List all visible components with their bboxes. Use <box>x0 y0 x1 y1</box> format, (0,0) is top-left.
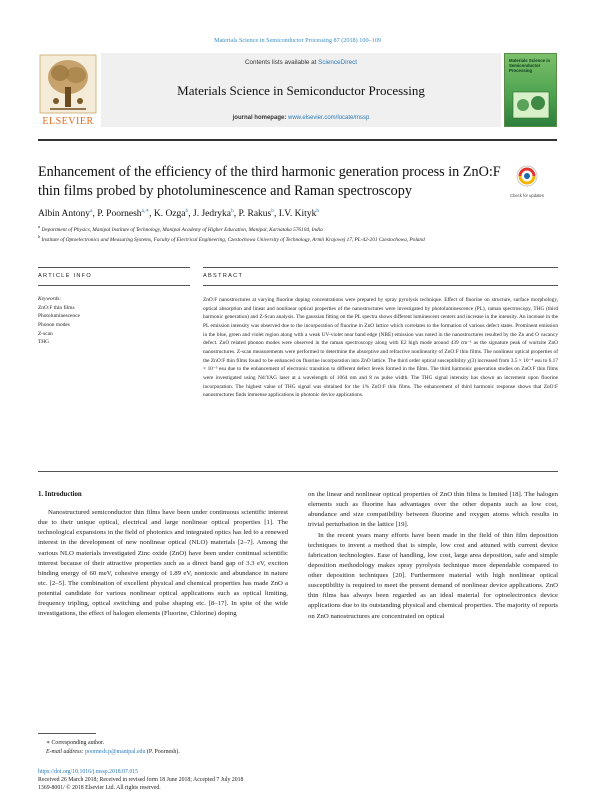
check-updates-label: Check for updates <box>510 193 544 198</box>
article-info-heading: ARTICLE INFO <box>38 273 93 279</box>
publisher-name: ELSEVIER <box>42 116 94 127</box>
keyword: Z-scan <box>38 330 53 337</box>
cover-graphic-icon <box>511 90 551 120</box>
contents-prefix: Contents lists available at <box>244 59 319 66</box>
affiliation: $^a$ Department of Physics, Manipal Institute of Technology, Manipal Academy of Higher Education, Manipal, Karnataka 576104, India <box>38 224 323 233</box>
author[interactable]: P. Poornesh$^{a,∗}$ <box>97 208 150 220</box>
paragraph: on the linear and nonlinear optical properties of ZnO thin films is limited [18]. The halogen elements such as fluorine has advantages over the other dopants such as low cost, abundance and size compatibility between fluorine and oxygen atoms which results in trivial perturbation in the lattice [19]. <box>308 491 558 529</box>
sciencedirect-link[interactable]: ScienceDirect <box>318 59 357 66</box>
keywords-label: Keywords: <box>38 296 62 302</box>
homepage-label: journal homepage: <box>232 115 288 121</box>
author[interactable]: P. Rakus$^b$ <box>238 208 274 220</box>
abstract-heading: ABSTRACT <box>203 273 244 279</box>
email-note <box>38 748 338 757</box>
email-suffix: (P. Poornesh). <box>145 748 180 755</box>
body-column-right <box>308 490 558 622</box>
paragraph: In the recent years many efforts have been made in the field of thin film deposition techniques to invent a method that is simple, low cost and attuned with current device fabrication technologies. Ease of handling, low cost, large area deposition, safe and simple deposition methodology makes spray pyrolysis technique more dependable compared to other deposition techniques [20]. Furthermore material with high nonlinear optical susceptibility is required to meet the present demand of nonlinear device applications. ZnO thin films has always been regarded as an ideal material for optoelectronics device applications due to its outstanding physical and chemical properties. The majority of reports on ZnO nanostructures are concentrated on optical <box>308 531 558 620</box>
received-dates: Received 26 March 2018; Received in revised form 18 June 2018; Accepted 7 July 2018 <box>38 777 244 783</box>
keyword: Phonon modes <box>38 321 70 328</box>
journal-header <box>38 53 557 141</box>
homepage-link[interactable]: www.elsevier.com/locate/mssp <box>287 115 370 121</box>
paragraph: Nanostructured semiconductor thin films have been under continuous scientific interest due to their unique optical, electrical and large nonlinear optical properties [1]. The technological expansions in the field of photonics and integrated optics has led to a renewed interest in the development of new nonlinear optical (NLO) materials [2–7]. Among the various NLO materials investigated Zinc oxide (ZnO) have been under continual scientific interest because of their attractive properties such as a direct band gap of 3.3 eV, exciton binding energy of 60 meV, cohesive energy of 1.89 eV, nontoxic and abundance in nature etc. [2–5]. The combination of excellent physical and chemical properties has made ZnO a potential candidate for various nonlinear optical applications such as optical limiting, frequency tripling, optical switching and pulse shaping etc. [8–17]. In spite of the wide investigations, the effect of halogen elements (Fluorine, Chlorine) doping <box>38 509 288 618</box>
corresponding-author-note: ∗ Corresponding author. <box>46 740 105 746</box>
email-link[interactable]: poornesh.p@manipal.edu <box>85 748 146 755</box>
abstract-text: ZnO:F nanostructures at varying fluorine doping concentrations were prepared by spray pyrolysis technique. Effect of fluorine on structure, surface morphology, optical absorption and linear and nonlinear optical properties of the nanostructures were investigated by photoluminescence (PL), raman spectroscopy, THG (third harmonic generation) and Z-Scan analysis. The gaussian fitting on the PL spectra shows different luminescent centers and increase in the intensity. An increase in the PL emission intensity was observed due to the incorporation of fluorine in ZnO lattice which correlates to the formation of various defect states. Prominent emission in the blue, green and violet region along with a weak UV-violet near band edge (NBE) emission was noted in the nanostructures resulted by the Zn and O vacancy defect. ZnO related phonon modes were observed in the raman spectroscopy along with E2 high mode around 439 cm⁻¹ as the signature peak of wurtzite ZnO nanostructures. Z-scan measurements were performed to determine the absorptive and refractive nonlinearity of ZnO:F thin films. The nonlinear optical properties of the ZnO:F thin films found to be enhanced on fluorine incorporation into ZnO lattice. The third order optical susceptibility χ(3) increased from 3.5 × 10⁻⁴ esu to 6.17 × 10⁻³ esu due to the enhancement of electronic transition to different defect levels formed in the films. The third harmonic generation studies on ZnO:F thin films were investigated using Nd:YAG laser at a wavelength of 1064 nm and 8 ns pulse width. The THG signal intensity has shown an increment upon fluorine incorporation. The highest value of THG signal was obtained for the 1% ZnO:F thin films. The enhancement of third harmonic response shows that ZnO:F nanostructures finds immense applications in photonic device applications. <box>203 297 558 399</box>
paper-title: Enhancement of the efficiency of the third harmonic generation process in ZnO:F thin films probed by photoluminescence and Raman spectroscopy <box>38 164 501 200</box>
author[interactable]: J. Jedryka$^b$ <box>193 208 234 220</box>
journal-cover-image[interactable] <box>504 53 557 127</box>
divider <box>38 471 558 472</box>
footnote-divider <box>38 733 96 734</box>
body-column-left <box>38 508 288 619</box>
keyword: Photoluminescence <box>38 313 80 320</box>
journal-banner <box>101 53 501 127</box>
author-list: Albin Antony$^a$, P. Poornesh$^{a,∗}$, K. Ozga$^b$, J. Jedryka$^b$, P. Rakus$^b$, I.V. Kityk$^b$ <box>38 208 320 220</box>
footnotes <box>38 739 338 757</box>
elsevier-tree-icon <box>38 53 98 115</box>
journal-reference[interactable]: Materials Science in Semiconductor Processing 87 (2018) 100–109 <box>214 37 381 44</box>
keyword: THG <box>38 339 50 346</box>
author[interactable]: I.V. Kityk$^b$ <box>278 208 320 220</box>
affiliation: $^b$ Institute of Optoelectronics and Measuring Systems, Faculty of Electrical Engineering, Czestochowa University of Technology, Armii Krajowej 17, PL-42-201 Czestochowa, Poland <box>38 234 425 244</box>
homepage-line <box>101 115 501 121</box>
author[interactable]: K. Ozga$^b$ <box>153 208 189 220</box>
journal-title: Materials Science in Semiconductor Processing <box>177 83 425 98</box>
doi-link[interactable]: https://doi.org/10.1016/j.mssp.2018.07.015 <box>38 769 139 775</box>
check-updates-icon <box>499 164 555 188</box>
keywords-block <box>38 295 178 347</box>
check-for-updates-badge[interactable] <box>499 164 555 202</box>
divider <box>38 285 190 286</box>
elsevier-logo[interactable] <box>38 53 98 127</box>
email-label: E-mail address: <box>46 748 86 755</box>
divider <box>38 267 190 268</box>
author[interactable]: Albin Antony$^a$ <box>38 208 93 220</box>
copyright-line: 1369-8001/ © 2018 Elsevier Ltd. All rights reserved. <box>38 785 161 791</box>
contents-line <box>101 59 501 66</box>
cover-title: Materials Science in Semiconductor Processing <box>509 58 551 73</box>
keyword: ZnO:F thin films <box>38 304 75 311</box>
affiliations <box>38 224 558 245</box>
divider <box>203 285 558 286</box>
divider <box>203 267 558 268</box>
introduction-heading: 1. Introduction <box>38 491 82 498</box>
